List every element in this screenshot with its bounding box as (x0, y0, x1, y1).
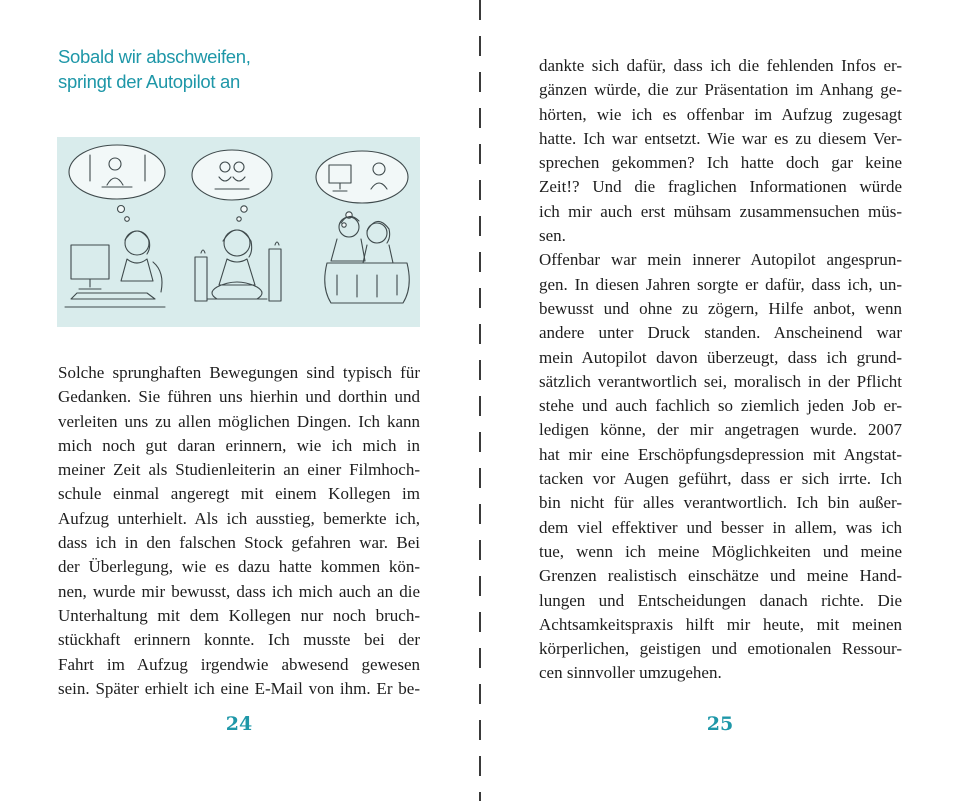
text-line: andere unter Druck standen. Anscheinend war (539, 323, 902, 343)
panel-computer-daydream (65, 145, 165, 307)
text-line: mein Autopilot davon überzeugt, dass ich grund- (539, 347, 902, 367)
section-heading (58, 44, 438, 94)
left-page (0, 0, 480, 801)
text-line: sen. (539, 226, 566, 246)
text-line: sein. Später erhielt ich eine E-Mail von ihm. Er be- (58, 678, 420, 698)
text-line: sätzlich verantwortlich sei, moralisch in der Pflicht (539, 371, 902, 391)
text-line: stehe und auch fachlich so ziemlich jeden Job er- (539, 396, 902, 416)
text-line: Solche sprunghaften Bewegungen sind typisch für (58, 363, 420, 382)
text-line: dankte sich dafür, dass ich die fehlenden Infos er- (539, 56, 902, 75)
heading-line-1: Sobald wir abschweifen, (58, 46, 251, 67)
text-line: Grenzen realistisch einschätze und meine Hand- (539, 566, 902, 586)
text-line: tacken vor Augen geführt, dass er sich irrte. Ich (539, 469, 902, 489)
text-line: hat mir eine Erschöpfungsdepression mit Angstat- (539, 444, 902, 464)
text-line: bin nicht für alles verantwortlich. Ich bin außer- (539, 493, 902, 513)
text-line: cen sinnvoller umzugehen. (539, 663, 722, 683)
text-line: verleiten uns zu allen möglichen Dingen. Ich kann (58, 411, 420, 431)
text-line: Aufzug unterhielt. Als ich ausstieg, bemerkte ich, (58, 508, 420, 528)
text-line: Unterhaltung mit dem Kollegen nur noch bruch- (58, 605, 420, 625)
text-line: dass ich in den falschen Stock gefahren war. Bei (58, 533, 420, 553)
text-line: nen, wurde mir bewusst, dass ich mich auch an die (58, 581, 420, 601)
page-number-left: 24 (225, 713, 253, 735)
text-line: mich noch gut daran erinnern, wie ich mich in (58, 435, 420, 455)
text-line: tue, wenn ich meine Möglichkeiten und meine (539, 541, 902, 561)
text-line: hörten, wie ich es offenbar im Aufzug zugesagt (539, 104, 902, 124)
text-line: ich mir auch erst mühsam zusammensuchen müs- (539, 201, 902, 221)
text-line: Fahrt im Aufzug irgendwie abwesend gewesen (58, 654, 420, 674)
text-line: Achtsamkeitspraxis hilft mir heute, mit meinen (539, 614, 902, 634)
page-number-right: 25 (706, 713, 734, 735)
text-line: Gedanken. Sie führen uns hierhin und dorthin und (58, 387, 420, 407)
text-line: sprechen gekommen? Ich hatte doch gar keine (539, 153, 902, 173)
heading-line-2: springt der Autopilot an (58, 71, 241, 92)
text-line: hatte. Ich war entsetzt. Wie war es zu diesem Ver- (539, 128, 902, 148)
text-line: Offenbar war mein innerer Autopilot angesprun- (539, 250, 902, 270)
autopilot-illustration (57, 137, 420, 327)
panel-couple (316, 151, 409, 303)
illustration-drawing (57, 137, 420, 327)
text-line: lungen und Entscheidungen danach richte. Die (539, 590, 902, 610)
text-line: der Überlegung, wie es dazu hatte kommen kön- (58, 557, 420, 577)
right-body-text (539, 54, 902, 686)
text-line: bewusst und ohne zu zögern, Hilfe anbot, wenn (539, 298, 902, 318)
left-body-text (58, 361, 420, 701)
text-line: dem viel effektiver und besser in allem, was ich (539, 517, 902, 537)
text-line: Zeit!? Und die fraglichen Informationen würde (539, 177, 902, 197)
text-line: gänzen würde, die zur Präsentation im Anhang ge- (539, 80, 902, 100)
text-line: körperlichen, geistigen und emotionalen Ressour- (539, 639, 902, 659)
text-line: gen. In diesen Jahren sorgte er dafür, dass ich, un- (539, 274, 902, 294)
text-line: ledigen könne, der mir angetragen wurde. 2007 (539, 420, 902, 440)
text-line: meiner Zeit als Studienleiterin an einer Filmhoch- (58, 460, 420, 480)
panel-meditation (192, 150, 281, 301)
text-line: stückhaft erinnern konnte. Ich musste bei der (58, 630, 420, 650)
text-line: schule einmal angeregt mit einem Kollegen im (58, 484, 420, 504)
